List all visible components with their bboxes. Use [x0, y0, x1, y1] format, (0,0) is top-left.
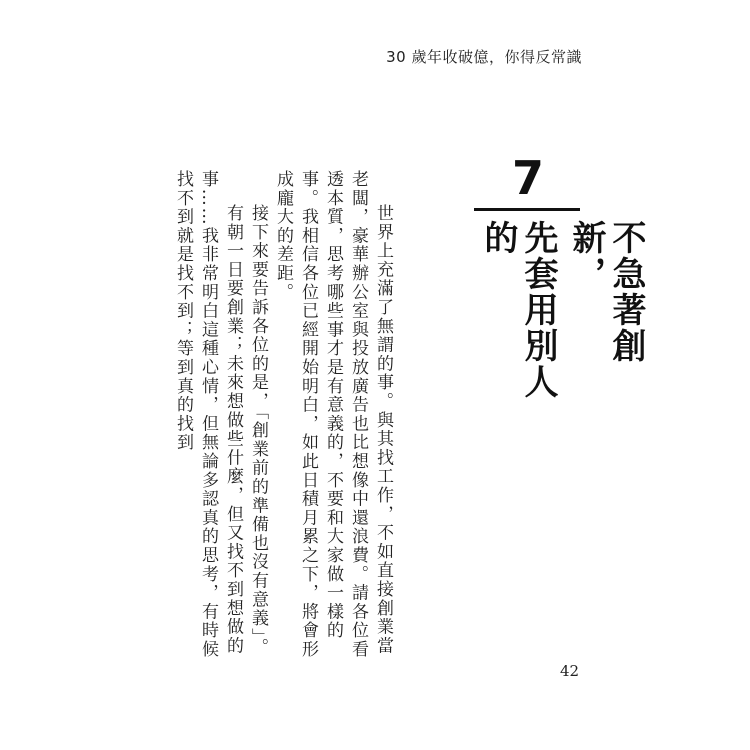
- chapter-title: [478, 220, 646, 420]
- chapter-title-line-2: 先套用別人的: [478, 220, 558, 400]
- chapter-number: 7: [511, 151, 544, 205]
- body-paragraph-1: 世界上充滿了無謂的事。與其找工作，不如直接創業當老闆，豪華辦公室與投放廣告也比想像中還浪費。請各位看透本質，思考哪些事才是有意義的，不要和大家做一樣的事。我相信各位已經開始明白，如此日積月累之下，將會形成龐大的差距。: [273, 170, 393, 659]
- chapter-title-line-1: 不急著創新，: [566, 220, 646, 364]
- body-text: [173, 170, 395, 660]
- page-number: 42: [560, 662, 580, 680]
- running-header: 30 歲年收破億，你得反常識: [386, 48, 582, 66]
- body-paragraph-2: 接下來要告訴各位的是，「創業前的準備也沒有意義」。: [248, 204, 268, 657]
- body-paragraph-3: 有朝一日要創業；未來想做些什麼，但又找不到想做的事……我非常明白這種心情，但無論多認真的思考，有時候找不到就是找不到；等到真的找到: [173, 170, 243, 659]
- chapter-divider: [474, 208, 580, 211]
